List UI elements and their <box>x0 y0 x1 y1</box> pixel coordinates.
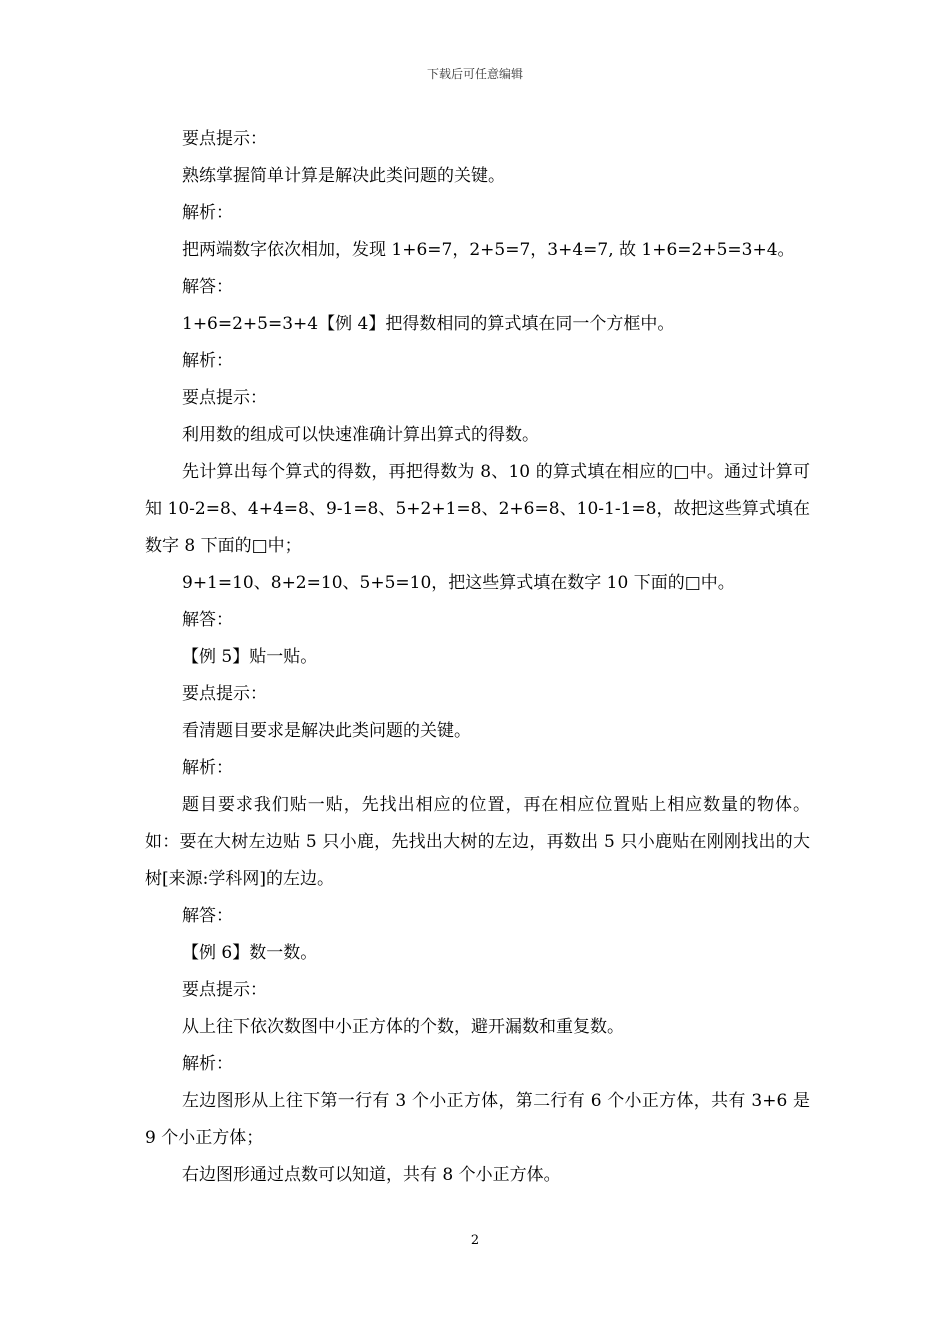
paragraph: 题目要求我们贴一贴，先找出相应的位置，再在相应位置贴上相应数量的物体。如：要在大树左边贴 5 只小鹿，先找出大树的左边，再数出 5 只小鹿贴在刚刚找出的大树[来源:学科网]的左边。 <box>145 795 810 889</box>
paragraph: 从上往下依次数图中小正方体的个数，避开漏数和重复数。 <box>182 1017 624 1037</box>
paragraph: 要点提示： <box>182 684 267 704</box>
paragraph: 解析： <box>182 1054 233 1074</box>
paragraph: 解析： <box>182 203 233 223</box>
paragraph: 9+1=10、8+2=10、5+5=10，把这些算式填在数字 10 下面的□中。 <box>182 573 735 593</box>
document-body <box>145 121 810 1194</box>
paragraph: 解答： <box>182 610 233 630</box>
paragraph: 解析： <box>182 351 233 371</box>
paragraph: 右边图形通过点数可以知道，共有 8 个小正方体。 <box>182 1165 561 1185</box>
paragraph: 先计算出每个算式的得数，再把得数为 8、10 的算式填在相应的□中。通过计算可知 10-2=8、4+4=8、9-1=8、5+2+1=8、2+6=8、10-1-1=8，故把这些算式填在数字 8 下面的□中； <box>145 462 810 556</box>
paragraph: 左边图形从上往下第一行有 3 个小正方体，第二行有 6 个小正方体，共有 3+6 是 9 个小正方体； <box>145 1091 810 1148</box>
paragraph: 利用数的组成可以快速准确计算出算式的得数。 <box>182 425 539 445</box>
paragraph: 要点提示： <box>182 388 267 408</box>
page-number: 2 <box>470 1233 480 1248</box>
paragraph: 熟练掌握简单计算是解决此类问题的关键。 <box>182 166 505 186</box>
paragraph: 看清题目要求是解决此类问题的关键。 <box>182 721 471 741</box>
page-header: 下载后可任意编辑 <box>426 67 523 81</box>
paragraph: 【例 6】数一数。 <box>182 943 318 963</box>
paragraph: 把两端数字依次相加，发现 1+6=7，2+5=7，3+4=7, 故 1+6=2+5=3+4。 <box>182 240 795 260</box>
paragraph: 要点提示： <box>182 129 267 149</box>
paragraph: 【例 5】贴一贴。 <box>182 647 318 667</box>
paragraph: 解答： <box>182 277 233 297</box>
paragraph: 要点提示： <box>182 980 267 1000</box>
paragraph: 1+6=2+5=3+4【例 4】把得数相同的算式填在同一个方框中。 <box>182 314 675 334</box>
paragraph: 解答： <box>182 906 233 926</box>
paragraph: 解析： <box>182 758 233 778</box>
